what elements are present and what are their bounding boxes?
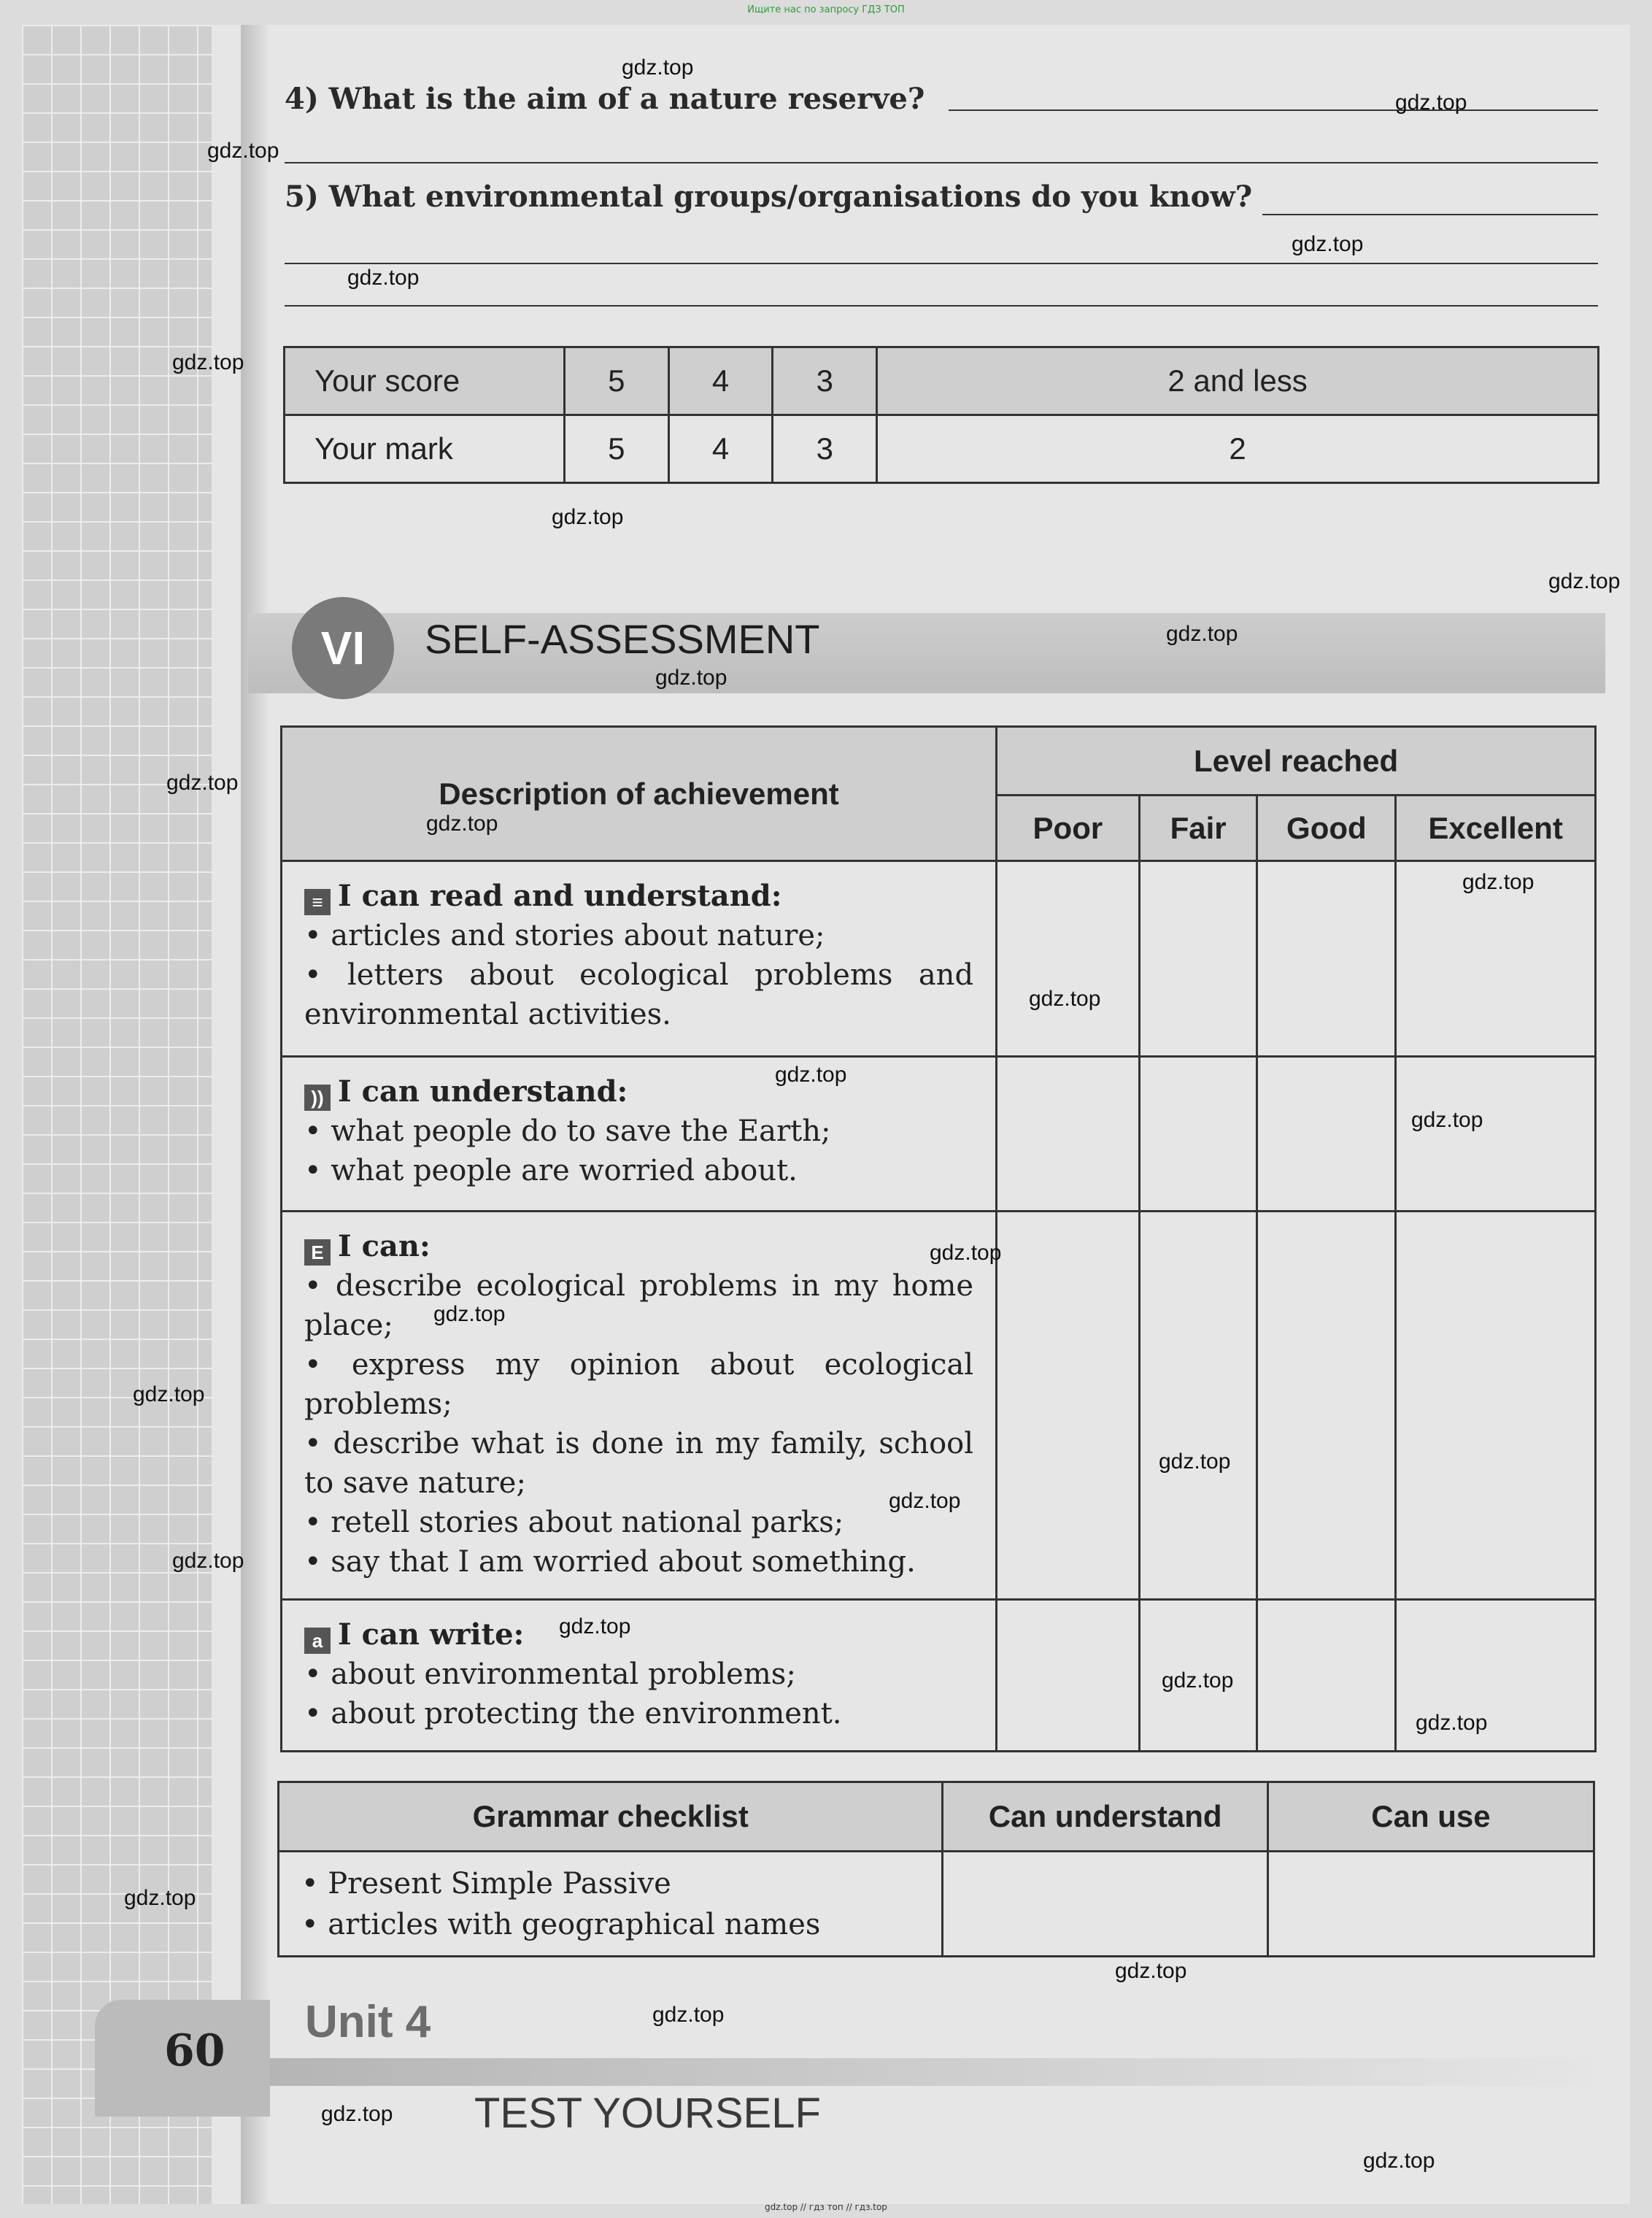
score-cell: 5 bbox=[565, 347, 669, 415]
checkbox-good[interactable] bbox=[1257, 861, 1396, 1057]
category-heading: I can: bbox=[338, 1229, 431, 1263]
watermark: gdz.top bbox=[321, 2102, 393, 2126]
answer-line-5b[interactable] bbox=[285, 263, 1598, 264]
watermark: gdz.top bbox=[559, 1614, 631, 1639]
list-item: • say that I am worried about something. bbox=[304, 1545, 916, 1579]
watermark: gdz.top bbox=[347, 266, 420, 290]
writing-description bbox=[282, 1600, 997, 1752]
answer-line-4[interactable] bbox=[949, 109, 1598, 111]
header-can-understand: Can understand bbox=[943, 1782, 1267, 1852]
list-item: • about protecting the environment. bbox=[304, 1697, 842, 1730]
watermark: gdz.top bbox=[172, 1549, 244, 1573]
answer-line-4b[interactable] bbox=[285, 162, 1598, 163]
checkbox-can-use[interactable] bbox=[1267, 1852, 1594, 1957]
question-5: 5) What environmental groups/organisations do you know? bbox=[285, 180, 1253, 214]
watermark: gdz.top bbox=[1292, 232, 1364, 256]
watermark: gdz.top bbox=[172, 350, 244, 374]
category-heading: I can understand: bbox=[338, 1074, 628, 1109]
list-item: • what people do to save the Earth; bbox=[304, 1114, 831, 1148]
watermark: gdz.top bbox=[207, 139, 279, 163]
list-item: • express my opinion about ecological problems; bbox=[304, 1348, 974, 1421]
watermark: gdz.top bbox=[1411, 1108, 1483, 1132]
list-item: • describe what is done in my family, school to save nature; bbox=[304, 1427, 974, 1500]
watermark: gdz.top bbox=[1462, 870, 1535, 894]
category-heading: I can write: bbox=[338, 1617, 525, 1652]
checkbox-can-understand[interactable] bbox=[943, 1852, 1267, 1957]
watermark: gdz.top bbox=[930, 1241, 1002, 1265]
watermark: gdz.top bbox=[1115, 1959, 1187, 1983]
watermark: gdz.top bbox=[166, 771, 239, 795]
score-label: Your score bbox=[285, 347, 565, 415]
level-good: Good bbox=[1257, 796, 1396, 861]
watermark: gdz.top bbox=[1363, 2149, 1435, 2173]
watermark: gdz.top bbox=[124, 1886, 196, 1910]
mark-cell: 3 bbox=[773, 415, 877, 483]
score-row bbox=[285, 347, 1599, 415]
list-item: • about environmental problems; bbox=[304, 1657, 796, 1691]
assessment-row bbox=[282, 1057, 1596, 1212]
checkbox-excellent[interactable] bbox=[1396, 1212, 1596, 1600]
assessment-row bbox=[282, 1600, 1596, 1752]
header-can-use: Can use bbox=[1267, 1782, 1594, 1852]
header-level-reached: Level reached bbox=[997, 727, 1596, 796]
watermark: gdz.top bbox=[1166, 622, 1238, 646]
list-item: • retell stories about national parks; bbox=[304, 1506, 844, 1539]
watermark: gdz.top bbox=[552, 505, 624, 529]
top-note: Ищите нас по запросу ГДЗ ТОП bbox=[747, 4, 905, 15]
watermark: gdz.top bbox=[133, 1382, 205, 1406]
score-table bbox=[283, 346, 1599, 484]
bottom-note: gdz.top // гдз топ // гдз.top bbox=[765, 2202, 887, 2212]
section-number-badge: VI bbox=[292, 597, 394, 699]
assessment-row bbox=[282, 1212, 1596, 1600]
unit-label: Unit 4 bbox=[305, 1997, 431, 2047]
checkbox-poor[interactable] bbox=[997, 1600, 1140, 1752]
checkbox-fair[interactable] bbox=[1139, 1212, 1257, 1600]
watermark: gdz.top bbox=[655, 666, 727, 690]
checkbox-good[interactable] bbox=[1257, 1057, 1396, 1212]
score-cell: 4 bbox=[668, 347, 773, 415]
answer-line-5c[interactable] bbox=[285, 305, 1598, 307]
watermark: gdz.top bbox=[622, 55, 694, 80]
watermark: gdz.top bbox=[1159, 1449, 1231, 1474]
section-title: SELF-ASSESSMENT bbox=[425, 616, 820, 662]
score-cell: 3 bbox=[773, 347, 877, 415]
unit-band bbox=[270, 2058, 1608, 2086]
watermark: gdz.top bbox=[433, 1302, 506, 1326]
mark-row bbox=[285, 415, 1599, 483]
header-description: Description of achievement bbox=[282, 727, 997, 861]
page-fold-shadow bbox=[241, 25, 270, 2204]
mark-label: Your mark bbox=[285, 415, 565, 483]
watermark: gdz.top bbox=[889, 1489, 961, 1513]
level-poor: Poor bbox=[997, 796, 1140, 861]
level-excellent: Excellent bbox=[1396, 796, 1596, 861]
checkbox-excellent[interactable] bbox=[1396, 1057, 1596, 1212]
watermark: gdz.top bbox=[1395, 91, 1467, 115]
checkbox-poor[interactable] bbox=[997, 1057, 1140, 1212]
watermark: gdz.top bbox=[1029, 987, 1101, 1011]
mark-cell: 4 bbox=[668, 415, 773, 483]
category-heading: I can read and understand: bbox=[338, 879, 782, 913]
score-cell: 2 and less bbox=[877, 347, 1599, 415]
watermark: gdz.top bbox=[1416, 1711, 1488, 1735]
page-number: 60 bbox=[164, 2025, 225, 2076]
self-assessment-table bbox=[280, 725, 1597, 1752]
watermark: gdz.top bbox=[1162, 1668, 1234, 1693]
question-4: 4) What is the aim of a nature reserve? bbox=[285, 82, 925, 116]
grammar-checklist-table bbox=[277, 1781, 1595, 1957]
list-item: • articles with geographical names bbox=[301, 1907, 821, 1941]
grammar-items bbox=[279, 1852, 943, 1957]
checkbox-good[interactable] bbox=[1257, 1600, 1396, 1752]
listening-description bbox=[282, 1057, 997, 1212]
grammar-row bbox=[279, 1852, 1594, 1957]
speaking-description bbox=[282, 1212, 997, 1600]
watermark: gdz.top bbox=[1548, 569, 1621, 593]
header-grammar-checklist: Grammar checklist bbox=[279, 1782, 943, 1852]
mark-cell: 5 bbox=[565, 415, 669, 483]
speaking-icon: E bbox=[304, 1239, 331, 1266]
list-item: • describe ecological problems in my home place; bbox=[304, 1269, 974, 1342]
checkbox-poor[interactable] bbox=[997, 1212, 1140, 1600]
listening-icon: )) bbox=[304, 1085, 331, 1111]
reading-icon: ≡ bbox=[304, 889, 331, 915]
watermark: gdz.top bbox=[426, 812, 498, 836]
watermark: gdz.top bbox=[652, 2003, 725, 2027]
reading-description bbox=[282, 861, 997, 1057]
checkbox-fair[interactable] bbox=[1139, 1057, 1257, 1212]
checkbox-good[interactable] bbox=[1257, 1212, 1396, 1600]
assessment-row bbox=[282, 861, 1596, 1057]
list-item: • what people are worried about. bbox=[304, 1154, 798, 1187]
mark-cell: 2 bbox=[877, 415, 1599, 483]
level-fair: Fair bbox=[1139, 796, 1257, 861]
list-item: • articles and stories about nature; bbox=[304, 919, 825, 952]
list-item: • Present Simple Passive bbox=[301, 1866, 671, 1901]
checkbox-poor[interactable] bbox=[997, 861, 1140, 1057]
watermark: gdz.top bbox=[775, 1063, 847, 1087]
list-item: • letters about ecological problems and environmental activities. bbox=[304, 958, 974, 1031]
writing-icon: a bbox=[304, 1628, 331, 1654]
checkbox-fair[interactable] bbox=[1139, 861, 1257, 1057]
answer-line-5[interactable] bbox=[1262, 214, 1598, 215]
test-yourself-title: TEST YOURSELF bbox=[474, 2090, 821, 2137]
